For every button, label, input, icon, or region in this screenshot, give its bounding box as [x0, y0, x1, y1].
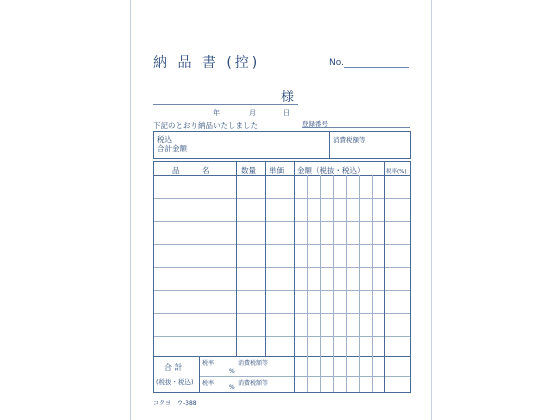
recipient-honorific: 様 — [281, 90, 295, 105]
col-line-digit — [346, 175, 347, 392]
header-quantity: 数量 — [241, 166, 256, 175]
lead-text: 下記のとおり納品いたしました — [153, 121, 258, 130]
footer-percent-1: % — [229, 368, 235, 375]
sum-sub-label: (税抜・税込) — [156, 378, 194, 386]
total-label — [157, 135, 187, 153]
col-line-digit — [307, 175, 308, 392]
total-label-line2: 合計金額 — [157, 144, 187, 153]
recipient-field-line[interactable] — [153, 104, 298, 105]
col-line-quantity — [236, 162, 237, 356]
footer-consumption-tax-label-2: 消費税額等 — [238, 380, 269, 387]
consumption-tax-label: 消費税額等 — [333, 136, 366, 144]
footer-consumption-tax-label-1: 消費税額等 — [238, 360, 269, 367]
col-line-digit — [333, 175, 334, 392]
col-line-tax-rate — [384, 162, 385, 392]
total-box — [153, 131, 411, 159]
registration-label: 登録番号 — [302, 120, 328, 128]
header-item: 品 名 — [172, 166, 210, 175]
footer-tax-rate-label-1: 税率 — [202, 360, 215, 367]
header-unit-price: 単価 — [269, 166, 284, 175]
sum-label: 合 計 — [164, 363, 183, 372]
product-code: コクヨ ウ-388 — [153, 400, 197, 407]
total-label-line1: 税込 — [157, 135, 172, 144]
col-line-digit — [359, 175, 360, 392]
footer-percent-2: % — [229, 384, 235, 391]
number-label: No. — [329, 58, 344, 68]
col-line-digit — [372, 175, 373, 392]
col-line-digit — [320, 175, 321, 392]
footer-label-divider — [199, 356, 200, 392]
month-label: 月 — [249, 109, 256, 117]
col-line-unit-price — [265, 162, 266, 356]
day-label: 日 — [283, 109, 290, 117]
year-label: 年 — [213, 109, 220, 117]
header-tax-rate: 税率(%) — [386, 169, 407, 175]
footer-tax-rate-label-2: 税率 — [202, 380, 215, 387]
registration-field-line[interactable] — [302, 127, 410, 128]
items-table — [153, 161, 411, 393]
total-box-divider — [329, 132, 330, 158]
footer-mid-line — [199, 376, 410, 377]
header-amount: 金額（税抜・税込） — [297, 166, 365, 175]
col-line-amount — [294, 162, 295, 392]
delivery-slip-sheet — [130, 0, 432, 420]
number-field-line[interactable] — [344, 67, 409, 68]
slip-title: 納 品 書 (控) — [153, 55, 261, 71]
